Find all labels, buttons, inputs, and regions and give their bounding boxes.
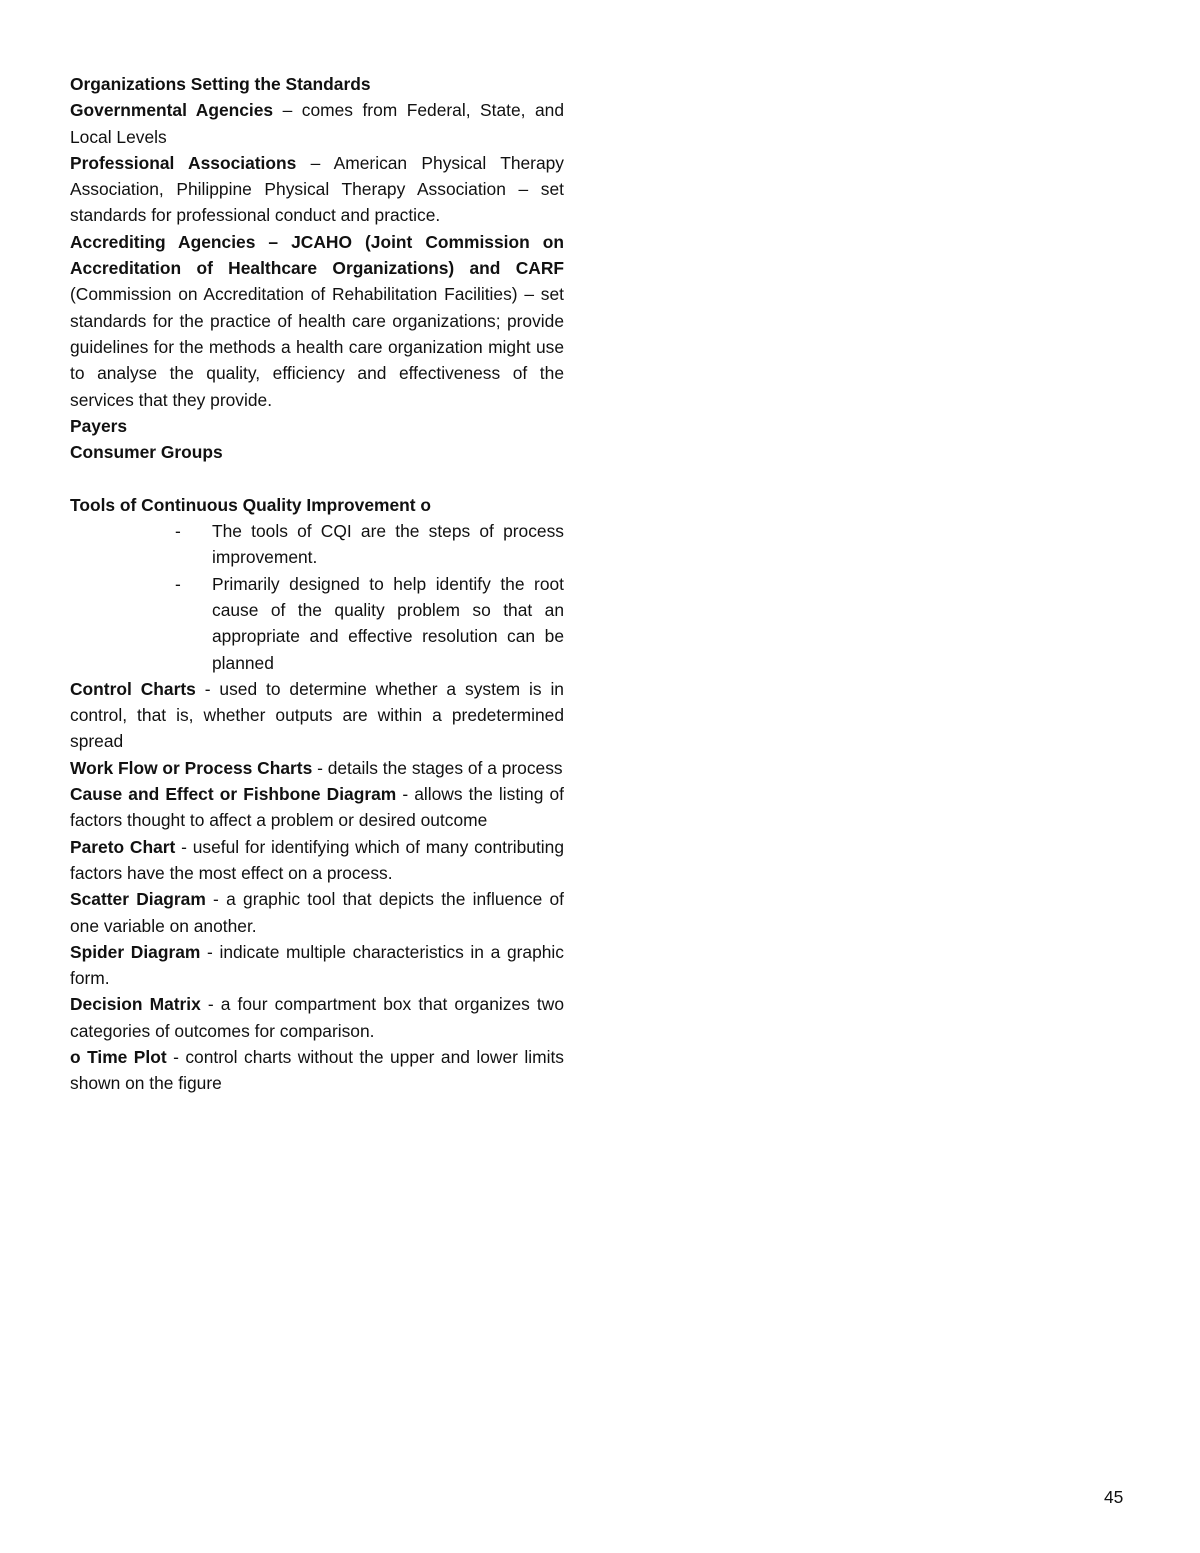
tool-control-charts (70, 676, 564, 755)
tool-scatter-diagram (70, 886, 564, 939)
tool-description: - details the stages of a process (312, 757, 563, 778)
cqi-bullet-list (70, 518, 564, 676)
tool-term: Pareto Chart (70, 836, 176, 857)
tool-term: Spider Diagram (70, 941, 201, 962)
tool-description: - a four compartment box that organizes two categories of outcomes for comparison. (70, 994, 564, 1041)
tool-work-flow-charts (70, 755, 564, 781)
tool-pareto-chart (70, 834, 564, 887)
tool-fishbone-diagram (70, 781, 564, 834)
tool-description: - used to determine whether a system is in control, that is, whether outputs are within a predetermined spread (70, 678, 564, 752)
tool-term: Scatter Diagram (70, 889, 206, 910)
tool-description: - control charts without the upper and lower limits shown on the figure (70, 1046, 564, 1094)
list-item (175, 571, 564, 676)
tool-description: - a graphic tool that depicts the influence of one variable on another. (70, 889, 564, 936)
section-heading-cqi-tools: Tools of Continuous Quality Improvement o (70, 494, 432, 515)
entry-governmental-agencies (70, 97, 564, 150)
paragraph-spacer (70, 465, 564, 491)
entry-term: Professional Associations (70, 152, 297, 173)
dash-bullet: - (175, 573, 181, 594)
tool-spider-diagram (70, 939, 564, 992)
entry-accrediting-agencies (70, 229, 564, 413)
tool-description: - allows the listing of factors thought to affect a problem or desired outcome (70, 784, 564, 831)
dash-bullet: - (175, 521, 181, 542)
page-number: 45 (1104, 1487, 1124, 1507)
tool-description: - useful for identifying which of many contributing factors have the most effect on a process. (70, 836, 564, 883)
section-heading-organizations: Organizations Setting the Standards (70, 74, 371, 94)
entry-term: Governmental Agencies (70, 100, 274, 121)
entry-description: – American Physical Therapy Association, Philippine Physical Therapy Association – set standards for professional conduct and practice. (70, 152, 564, 226)
bullet-text: Primarily designed to help identify the root cause of the quality problem so that an appropriate and effective resolution can be planned (212, 573, 564, 673)
tool-time-plot (70, 1044, 564, 1097)
bullet-text: The tools of CQI are the steps of process improvement. (212, 521, 564, 568)
entry-payers: Payers (70, 415, 128, 436)
tool-term: Decision Matrix (70, 994, 201, 1015)
tool-decision-matrix (70, 991, 564, 1044)
tool-term: o Time Plot (70, 1046, 167, 1067)
tool-term: Cause and Effect or Fishbone Diagram (70, 784, 397, 805)
text-column (70, 71, 564, 1097)
entry-professional-associations (70, 150, 564, 229)
tool-description: - indicate multiple characteristics in a graphic form. (70, 941, 564, 989)
entry-description: – comes from Federal, State, and Local Levels (70, 100, 564, 147)
entry-term: Accrediting Agencies – JCAHO (Joint Commission on Accreditation of Healthcare Organizations) and CARF (70, 231, 564, 279)
entry-description: (Commission on Accreditation of Rehabilitation Facilities) – set standards for the practice of health care organizations; provide guidelines for the methods a health care organization might use to analyse the quality, efficiency and effectiveness of the services that they provide. (70, 284, 564, 410)
tool-term: Work Flow or Process Charts (70, 757, 313, 778)
tool-term: Control Charts (70, 678, 196, 699)
list-item (175, 518, 564, 571)
entry-consumer-groups: Consumer Groups (70, 442, 223, 463)
